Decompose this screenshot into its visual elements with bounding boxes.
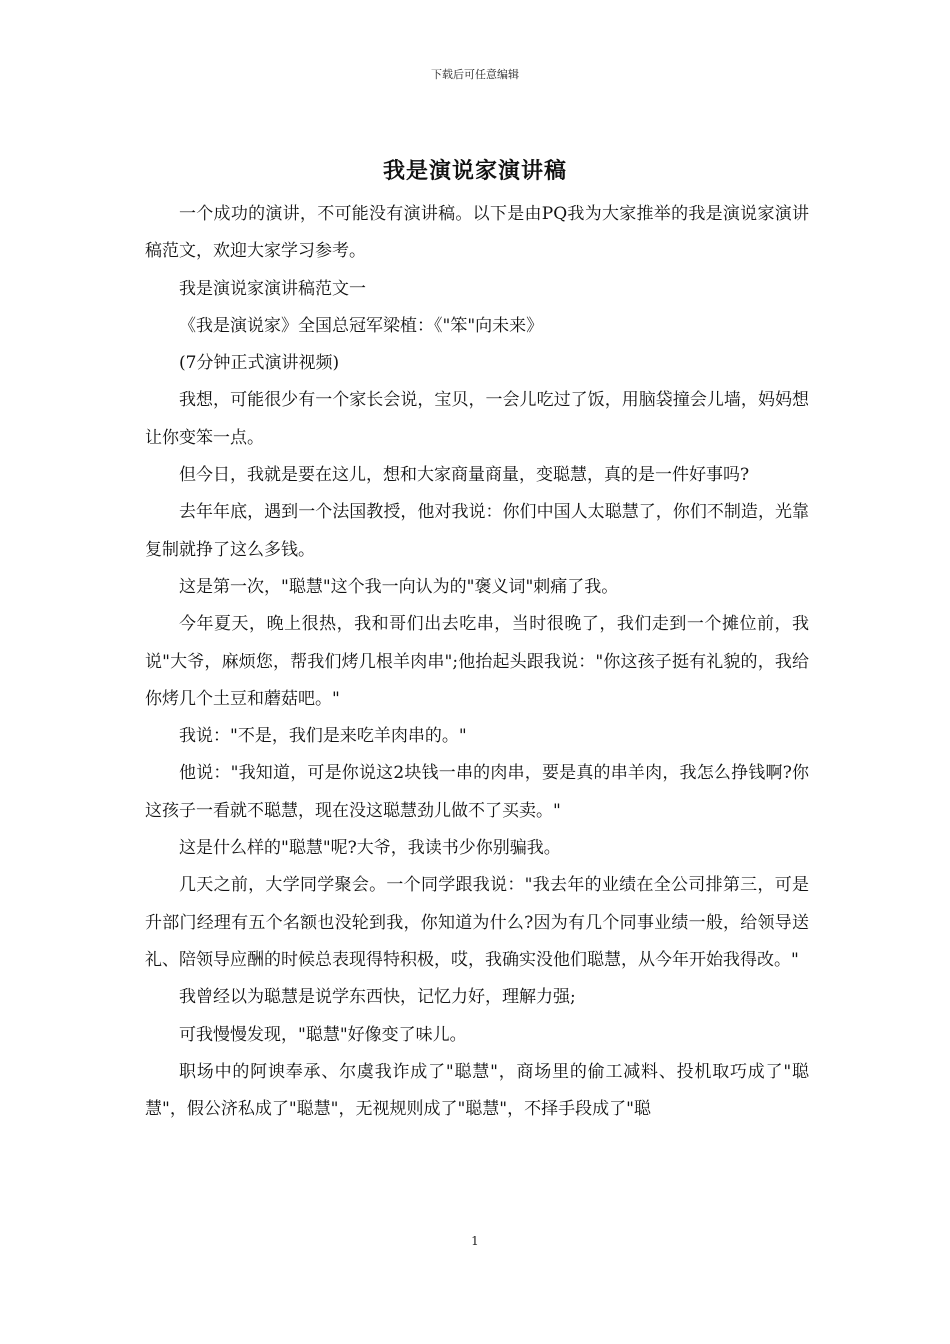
paragraph: 一个成功的演讲，不可能没有演讲稿。以下是由PQ我为大家推举的我是演说家演讲稿范文，欢迎大家学习参考。 [145,204,809,262]
paragraph: 我是演说家演讲稿范文一 [179,278,366,299]
paragraph: 他说："我知道，可是你说这2块钱一串的肉串，要是真的串羊肉，我怎么挣钱啊?你这孩子一看就不聪慧，现在没这聪慧劲儿做不了买卖。" [145,763,809,821]
paragraph: 这是第一次，"聪慧"这个我一向认为的"褒义词"刺痛了我。 [179,576,619,597]
paragraph: 今年夏天，晚上很热，我和哥们出去吃串，当时很晚了，我们走到一个摊位前，我说"大爷，麻烦您，帮我们烤几根羊肉串";他抬起头跟我说："你这孩子挺有礼貌的，我给你烤几个土豆和蘑菇吧。" [145,614,809,709]
paragraph: 我说："不是，我们是来吃羊肉串的。" [179,726,467,747]
page-header-note: 下载后可任意编辑 [431,68,519,81]
paragraph: 职场中的阿谀奉承、尔虞我诈成了"聪慧"，商场里的偷工减料、投机取巧成了"聪慧"，假公济私成了"聪慧"，无视规则成了"聪慧"，不择手段成了"聪 [145,1061,809,1120]
paragraph: 《我是演说家》全国总冠军梁植：《"笨"向未来》 [179,315,544,336]
paragraph: (7分钟正式演讲视频) [179,353,340,374]
paragraph: 我曾经以为聪慧是说学东西快，记忆力好，理解力强; [179,987,576,1008]
paragraph: 去年年底，遇到一个法国教授，他对我说：你们中国人太聪慧了，你们不制造，光靠复制就挣了这么多钱。 [145,502,809,560]
paragraph: 可我慢慢发现，"聪慧"好像变了味儿。 [179,1024,467,1045]
document-title: 我是演说家演讲稿 [382,158,567,184]
paragraph: 几天之前，大学同学聚会。一个同学跟我说："我去年的业绩在全公司排第三，可是升部门经理有五个名额也没轮到我，你知道为什么?因为有几个同事业绩一般，给领导送礼、陪领导应酬的时候总表现得特积极，哎，我确实没他们聪慧，从今年开始我得改。" [145,875,809,970]
paragraph: 但今日，我就是要在这儿，想和大家商量商量，变聪慧，真的是一件好事吗? [179,465,750,486]
paragraph: 这是什么样的"聪慧"呢?大爷，我读书少你别骗我。 [179,838,561,859]
paragraph: 我想，可能很少有一个家长会说，宝贝，一会儿吃过了饭，用脑袋撞会儿墙，妈妈想让你变笨一点。 [145,390,809,448]
document-body [145,196,809,1128]
page-number: 1 [471,1234,479,1248]
